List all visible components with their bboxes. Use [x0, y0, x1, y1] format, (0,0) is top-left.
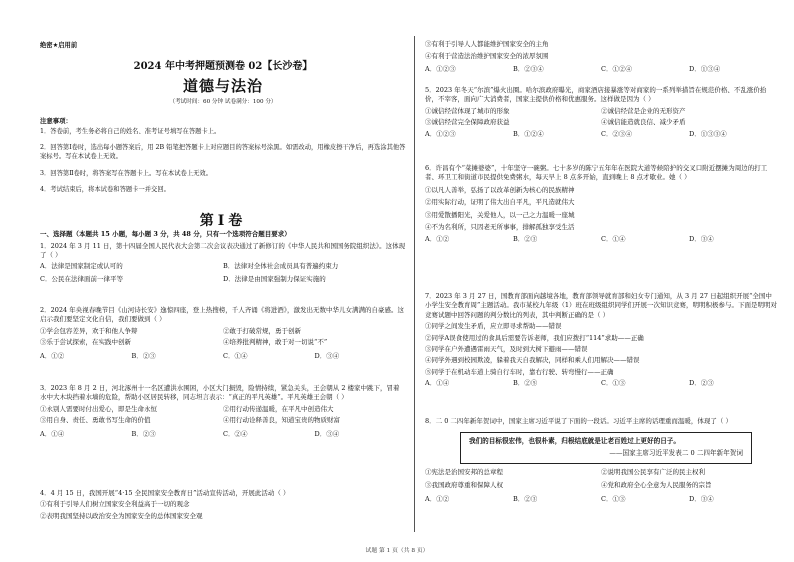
question-stem: 1．2024 年 3 月 11 日，第十四届全国人民代表大会第二次会议表决通过了新修订的《中华人民共和国国务院组织法》。这体现了（ ） [40, 242, 406, 260]
secret-label: 绝密★启用前 [40, 42, 78, 49]
item-2: ②表明我国坚持以政治安全为国家安全的总体国家安全观 [40, 511, 203, 520]
item-1: ①以凡人善举，弘扬了以改革创新为核心的民族精神 [425, 185, 575, 194]
option-b: B．②③ [131, 429, 156, 438]
option-a: A．法律是国家制定或认可的 [40, 261, 123, 270]
section-heading: 一、选择题（本题共 15 小题，每小题 3 分，共 48 分，只有一个选项符合题目要求） [40, 230, 291, 238]
option-b: B．②③ [513, 494, 538, 503]
option-b: B．②⑤ [513, 379, 538, 388]
question-stem: 6．许昌有个“菜摊婆婆”，十年坚守一碗粥。七十多岁的陈宁五年年在医院大道等候陪护的交叉口附近摆摊为周边的打工者、环卫工和街道市民提供免费粥水，每天早上 8 点多开始，直到晚上 8 点才歇业。她（ ） [425, 164, 768, 182]
option-d: D．②③ [689, 379, 714, 388]
option-d: D．③④ [314, 351, 340, 360]
option-a: A．①② [40, 351, 65, 360]
question-stem: 4．4 月 15 日，我国开展“4·15 全民国家安全教育日”活动宣传活动，开展此活动（ ） [40, 489, 290, 497]
option-c: C．①②④ [601, 64, 632, 73]
question-8-options [425, 468, 777, 504]
item-4: ④培养批判精神，敢于对一切说“不” [223, 338, 328, 347]
item-4: ④党和政府全心全意为人民服务的宗旨 [601, 481, 712, 490]
item-2: ②敢于打破常规，勇于创新 [223, 326, 301, 335]
option-c: C．①③ [601, 379, 626, 388]
item-3: ③同学在户外遭遇雷雨天气，及时到大树下避雨——错误 [425, 345, 588, 354]
item-3: ③用爱散播阳光，关爱他人，以一己之力温暖一座城 [425, 210, 575, 219]
option-c: C．公民在法律面前一律平等 [40, 275, 123, 284]
option-c: C．②③④ [601, 129, 632, 138]
note-item: 4．考试结束后，将本试卷和答题卡一并交回。 [40, 185, 170, 193]
question-4 [40, 489, 406, 521]
option-d: D．①③④ [689, 64, 721, 73]
option-a: A．①④ [425, 379, 450, 388]
option-d: D．法律是由国家强制力保证实施的 [223, 275, 326, 284]
option-a: A．①② [425, 494, 450, 503]
option-b: B．①②④ [513, 129, 544, 138]
question-6 [425, 164, 777, 245]
item-2: ②说明我国公民享有广泛的民主权利 [601, 468, 705, 476]
question-3 [40, 384, 406, 439]
item-4: ④不为名利所，只因老无所事事，排解孤独享受生活 [425, 223, 575, 232]
item-4: ④同学外遇到校园欺凌，躲着我天自我解决，同样和乘人们用解决——错误 [425, 356, 640, 365]
notes-title: 注意事项： [40, 117, 72, 125]
item-3: ③诚信经营完全保障政府获益 [425, 118, 510, 127]
option-d: D．①③③④ [689, 129, 727, 138]
question-2 [40, 306, 406, 361]
option-d: D．③④ [689, 235, 714, 244]
question-7 [425, 292, 777, 389]
question-stem: 2．2024 年央视春晚节目《山河诗长安》逸惊四座，登上热搜榜，千人齐诵《将进酒》，激发出无数中华儿女满满的自豪感。这启示我们要坚定文化自信，我们要做到（ ） [40, 306, 404, 324]
option-c: C．①④ [223, 351, 248, 360]
item-1: ①学会包容差异，欢于和他人争辩 [40, 326, 138, 335]
option-d: D．③④ [689, 494, 714, 503]
exam-title: 2024 年中考押题预测卷 02【长沙卷】 [133, 61, 313, 72]
option-b: B．②③ [513, 235, 538, 244]
item-4: ④诚信能造就良信、减少矛盾 [601, 118, 686, 127]
note-item: 2．回答第Ⅰ卷时，选出每小题答案后，用 2B 铅笔把答题卡上对应题目的答案标号涂黑。如需改动，用橡皮擦干净后，再选涂其他答案标号。写在本试卷上无效。 [40, 144, 406, 161]
question-8 [425, 417, 777, 426]
option-a: A．①②③ [425, 129, 456, 138]
quote-source: ——国家主席习近平发表二 0 二四年新年贺词 [609, 449, 743, 457]
option-b: B．法律对全体社会成员具有普遍约束力 [223, 261, 339, 270]
question-5 [425, 86, 777, 139]
item-2: ②用行动传递温暖，在平凡中创造伟大 [223, 404, 334, 413]
question-stem: 7．2023 年 3 月 27 日，国教育部面向越境各地，教育部领导就育部和妇女专门通知，从 3 月 27 日起组织开展“全国中小学生安全教育周”主题活动。我市某校九年级（1）班在班级组织同学们开展一次知识竞赛，明明积极参与。下面是明明对竞赛试题中回答问题的判分数比的列表，其中判断正确的是（ ） [425, 292, 777, 319]
note-item: 1．答卷前，考生务必将自己的姓名、准考证号填写在答题卡上。 [40, 128, 221, 135]
note-item: 3．回答第Ⅱ卷时，将答案写在答题卡上。写在本试卷上无效。 [40, 169, 213, 177]
item-5: ⑤同学于在机动车道上骑自行车时，靠右行驶、转弯慢行——正确 [425, 367, 614, 376]
exam-info: （考试时间：60 分钟 试卷满分：100 分） [169, 99, 277, 105]
option-a: A．①④ [40, 429, 65, 438]
item-3: ③用自身、责任、勇敢书写生命的价值 [40, 416, 151, 425]
item-1: ①宪法是治国安邦的总章程 [425, 468, 503, 476]
option-b: B．②③④ [513, 64, 544, 73]
item-4: ④有利于营造法治维护国家安全的浓厚氛围 [425, 52, 549, 61]
question-stem: 8．二 0 二四年新年贺词中，国家主席习近平说了下面的一段话。习近平主席的话理重而温暖，体现了（ ） [425, 417, 732, 425]
option-c: C．②④ [223, 429, 248, 438]
option-a: A．①② [425, 235, 450, 244]
item-2: ②诚信经营是企业的无形资产 [601, 106, 686, 115]
item-3: ③乐于尝试探索，在实践中创新 [40, 338, 131, 347]
quote-box [460, 432, 752, 464]
item-1: ①同学之间发生矛盾，应立即寻求帮助——错误 [425, 322, 562, 331]
column-divider [414, 36, 415, 532]
quote-text: 我们的目标很宏伟，也很朴素，归根结底就是让老百姓过上更好的日子。 [469, 437, 680, 445]
option-a: A．①②③ [425, 64, 456, 73]
item-2: ②同学A误食使用过的食具后需要告诉老师，我们应拨打“114”求助——正确 [425, 333, 644, 342]
item-1: ①诚信经营体现了城市的形象 [425, 106, 510, 115]
item-3: ③有利于引导人人都能维护国家安全的主角 [425, 40, 549, 48]
subject-title: 道德与法治 [182, 77, 263, 95]
option-d: D．③④ [314, 429, 340, 438]
option-c: C．①④ [601, 235, 626, 244]
notes-list [40, 127, 406, 201]
item-3: ③我国政府尊重和保障人权 [425, 481, 503, 490]
item-2: ②用实际行动，证明了伟大出自平凡，平凡造就伟大 [425, 198, 575, 207]
option-c: C．①③ [601, 494, 626, 503]
option-b: B．②③ [131, 351, 156, 360]
question-4-continued [425, 40, 777, 74]
question-1 [40, 242, 406, 285]
item-1: ①有利于引导人们树立国家安全利益高于一切的观念 [40, 500, 190, 509]
item-1: ①永别人需要时付出爱心，即是生命永恒 [40, 404, 157, 413]
volume-title: 第Ⅰ卷 [199, 213, 247, 229]
question-stem: 3．2023 年 8 月 2 日，河北涿州十一名区遭洪水围困，小区大门损毁，险情持续，紧急关头，王会朝从 2 楼家中跳下，冒着水中大木块挡着水墙的危险，帮助小区居民转移，同志坦言表示：“真正的平凡英雄”。平凡英雄王会朝（ ） [40, 384, 400, 402]
question-stem: 5．2023 年冬天“尔滨”爆火出圈。哈尔滨政府曝光，商家酒店接暴涨等对商家的一系列举措旨在规范价格、不乱涨价抬价，不宰客，面向广大消费者，国家主提供价格和优惠服务。这样做是因为（ ） [425, 86, 767, 104]
item-4: ④用行动诠释善良，知道宝贵的物质财富 [223, 416, 340, 425]
page-footer: 试题 第 1 页（共 8 页） [365, 548, 429, 554]
